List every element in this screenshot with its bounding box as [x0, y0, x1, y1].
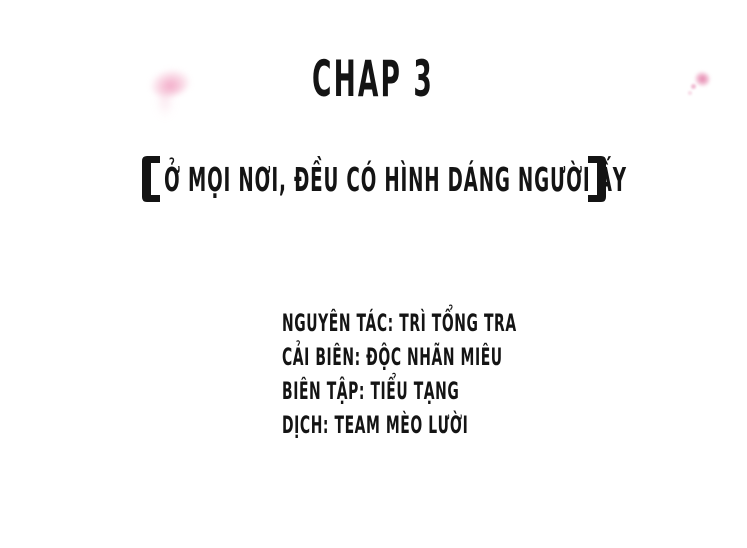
pink-speck-icon — [688, 91, 692, 95]
credit-line-adaptation — [282, 340, 687, 374]
chapter-title — [312, 50, 542, 108]
subtitle — [142, 156, 627, 202]
credits-block — [282, 306, 687, 442]
credit-line-original-author — [282, 306, 687, 340]
credit-line-text: BIÊN TẬP: TIỂU TẠNG — [282, 377, 460, 405]
subtitle-text: Ở MỌI NƠI, ĐỀU CÓ HÌNH DÁNG NGƯỜI ẤY — [164, 159, 627, 199]
credit-line-text: CẢI BIÊN: ĐỘC NHÃN MIÊU — [282, 343, 503, 371]
credit-line-editor — [282, 374, 687, 408]
credit-line-translator — [282, 408, 687, 442]
lenticular-bracket-left-icon — [142, 156, 160, 202]
credit-line-text: NGUYÊN TÁC: TRÌ TỔNG TRA — [282, 309, 517, 337]
pink-speck-icon — [691, 84, 696, 89]
chapter-title-text: CHAP 3 — [312, 50, 434, 108]
subtitle-text-wrap — [164, 156, 627, 202]
credit-line-text: DỊCH: TEAM MÈO LƯỜI — [282, 411, 469, 439]
pink-petal-right-icon — [693, 70, 712, 88]
pink-petal-left-icon — [148, 66, 193, 100]
pink-petal-left-tail-icon — [156, 92, 174, 118]
